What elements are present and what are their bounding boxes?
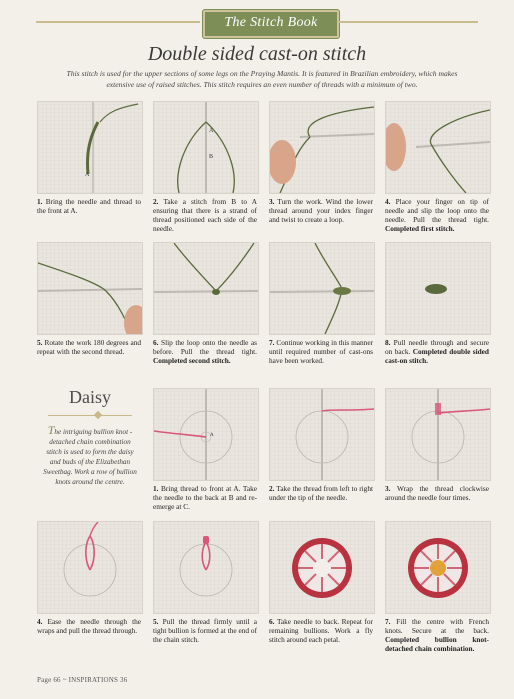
step-photo-5: [37, 242, 143, 335]
step-photo-2: [153, 101, 259, 194]
daisy-intro: The intriguing bullion knot - detached chain combination stitch is used to form the daisy and buds of the Elizabethan Sweetbag. Work a row of bullion knots around the centre.: [43, 423, 137, 486]
daisy-photo-6: [269, 521, 375, 614]
header-rule-right: [338, 21, 478, 23]
svg-text:B: B: [209, 154, 214, 160]
daisy-photo-3: [385, 388, 491, 481]
daisy-photo-2: [269, 388, 375, 481]
intro-text: This stitch is used for the upper sections of some legs on the Praying Mantis. It is featured in Brazilian embroidery, which makes extensive use of raised stitches. This stitch requires an even number of threads with a minimum of two.: [66, 69, 458, 89]
book-label: The Stitch Book: [224, 15, 318, 30]
daisy-photo-1: [153, 388, 259, 481]
page-title: Double sided cast-on stitch: [147, 43, 367, 65]
daisy-caption-7: 7. Fill the centre with French knots. Secure at the back. Completed bullion knot-detached chain combination.: [385, 617, 489, 653]
step-photo-8: [385, 242, 491, 335]
step-photo-4: [385, 101, 491, 194]
daisy-caption-1: 1. Bring thread to front at A. Take the needle to the back at B and re-emerge at C.: [153, 484, 257, 511]
step-photo-1: [37, 101, 143, 194]
page-footer: Page 66 ~ INSPIRATIONS 36: [37, 676, 128, 684]
svg-text:A: A: [209, 128, 214, 134]
daisy-panel: [38, 383, 142, 511]
daisy-title: Daisy: [69, 387, 111, 407]
header-rule-left: [36, 21, 200, 23]
svg-text:A: A: [210, 433, 214, 438]
daisy-caption-2: 2. Take the thread from left to right under the tip of the needle.: [269, 484, 374, 502]
daisy-caption-6: 6. Take needle to back. Repeat for remaining bullions. Work a fly stitch around each petal.: [269, 617, 373, 644]
header-banner: [203, 10, 339, 38]
step-caption-4: 4. Place your finger on tip of needle and slip the loop onto the needle. Pull the thread tight. Completed first stitch.: [385, 197, 489, 233]
step-caption-7: 7. Continue working in this manner until required number of cast-ons have been worked.: [269, 338, 373, 365]
daisy-photo-5: [153, 521, 259, 614]
step-caption-1: 1. Bring the needle and thread to the front at A.: [37, 197, 141, 215]
step-photo-7: [269, 242, 375, 335]
step-photo-6: [153, 242, 259, 335]
label-a: A: [85, 172, 90, 178]
step-photo-3: [269, 101, 375, 194]
daisy-photo-7: [385, 521, 491, 614]
step-caption-5: 5. Rotate the work 180 degrees and repeat with the second thread.: [37, 338, 141, 356]
daisy-caption-5: 5. Pull the thread firmly until a tight bullion is formed at the end of the chain stitch.: [153, 617, 257, 644]
step-caption-6: 6. Slip the loop onto the needle as before. Pull the thread tight. Completed second stitch.: [153, 338, 257, 365]
step-caption-8: 8. Pull needle through and secure on back. Completed double sided cast-on stitch.: [385, 338, 489, 365]
daisy-divider: [48, 415, 132, 416]
daisy-photo-4: [37, 521, 143, 614]
daisy-caption-4: 4. Ease the needle through the wraps and pull the thread through.: [37, 617, 142, 635]
daisy-caption-3: 3. Wrap the thread clockwise around the needle four times.: [385, 484, 489, 502]
step-caption-3: 3. Turn the work. Wind the lower thread around your index finger and twist to create a loop.: [269, 197, 373, 224]
step-caption-2: 2. Take a stitch from B to A ensuring that there is a strand of thread positioned each side of the needle.: [153, 197, 257, 233]
